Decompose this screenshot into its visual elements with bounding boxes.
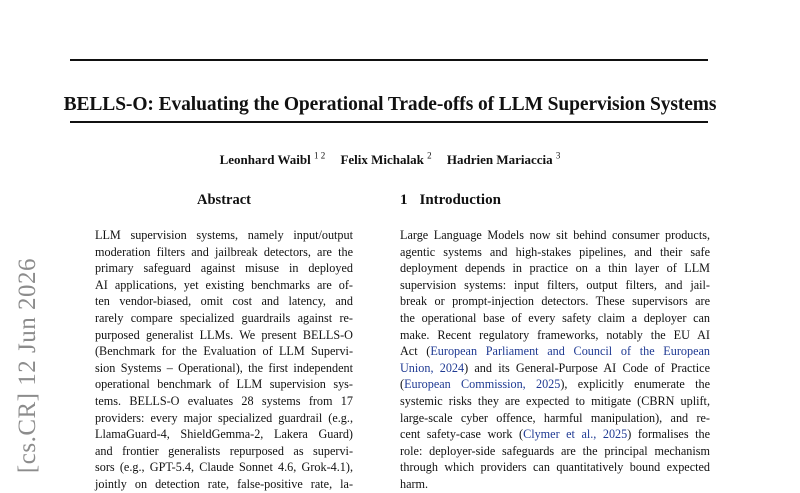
abstract-column — [95, 190, 353, 493]
intro-line — [400, 260, 710, 277]
author-1 — [220, 152, 326, 167]
intro-line — [400, 310, 710, 327]
paper-title: BELLS-O: Evaluating the Operational Trade-offs of LLM Supervision Systems — [63, 94, 717, 116]
author-name: Felix Michalak — [340, 152, 424, 168]
abstract-heading: Abstract — [197, 192, 251, 208]
intro-line — [400, 376, 710, 393]
intro-line — [400, 244, 710, 261]
citation-link[interactable]: Clymer et al., 2025 — [523, 427, 628, 442]
intro-text: make. Recent regulatory frameworks, notably the EU AI — [400, 327, 710, 342]
intro-text: Large Language Models now sit behind consumer products, — [400, 228, 710, 242]
abstract-line: sors (e.g., GPT-5.4, Claude Sonnet 4.6, Grok-4.1), — [95, 460, 353, 475]
intro-text: large-scale cyber offence, harmful manipulation), and re- — [400, 410, 710, 425]
citation-link[interactable]: European Commission, 2025 — [404, 377, 561, 392]
introduction-column — [400, 190, 710, 493]
abstract-line: (Benchmark for the Evaluation of LLM Supervi- — [95, 344, 353, 359]
abstract-line: ten vendor-biased, omit cost and latency, and — [95, 294, 353, 309]
abstract-line: moderation filters and jailbreak detectors, are the — [95, 244, 353, 259]
abstract-line: LlamaGuard-4, ShieldGemma-2, Lakera Guard) — [95, 427, 353, 442]
abstract-line: tems. BELLS-O evaluates 28 systems from 17 — [95, 393, 353, 408]
arxiv-stamp — [14, 258, 50, 478]
author-affiliation: 1 2 — [313, 151, 326, 161]
intro-text: deployment depends in practice on a thin layer of LLM — [400, 261, 710, 276]
citation-link[interactable]: Union, 2024 — [400, 360, 465, 375]
intro-line — [400, 410, 710, 427]
intro-text: cent safety-case work ( — [400, 427, 524, 442]
intro-line — [400, 360, 710, 377]
author-affiliation: 2 — [427, 151, 432, 161]
abstract-line: and frontier generalists repurposed as supervi- — [95, 443, 353, 458]
citation-link[interactable]: European Parliament and Council of the European — [430, 344, 710, 359]
section-number: 1 — [400, 192, 408, 208]
abstract-line: rarely compare specialized guardrails against re- — [95, 310, 353, 325]
intro-line — [400, 277, 710, 294]
intro-text: supervision systems: input filters, output filters, and jail- — [400, 277, 710, 292]
author-3 — [447, 152, 561, 167]
intro-line — [400, 327, 710, 344]
intro-text: ) formalises the — [627, 427, 710, 442]
intro-line — [400, 476, 710, 493]
intro-line — [400, 459, 710, 476]
intro-line — [400, 227, 710, 244]
intro-line — [400, 343, 710, 360]
intro-text: the operational base of every safety claim a deployer can — [400, 310, 710, 325]
abstract-line: primary safeguard against misuse in deployed — [95, 261, 353, 276]
author-list — [100, 151, 680, 168]
section-title: Introduction — [419, 192, 501, 208]
abstract-line: providers: every major specialized guardrail (e.g., — [95, 410, 353, 425]
introduction-body — [400, 227, 710, 493]
abstract-line: jointly on detection rate, false-positive rate, la- — [95, 476, 353, 491]
author-affiliation: 3 — [555, 151, 561, 161]
abstract-line: LLM supervision systems, namely input/output — [95, 228, 353, 242]
intro-text: agentic systems and high-stakes pipelines, and their safe — [400, 244, 710, 259]
intro-text: role: deployer-side safeguards are the principal mechanism — [400, 443, 710, 458]
abstract-line: AI applications, yet existing benchmarks are of- — [95, 277, 353, 292]
intro-text: ), explicitly enumerate the — [560, 377, 710, 392]
abstract-line: sion Systems – Operational), the first independent — [95, 360, 353, 375]
intro-text: break or prompt-injection detectors. These supervisors are — [400, 294, 710, 309]
author-name: Hadrien Mariaccia — [446, 152, 553, 168]
section-heading — [400, 192, 710, 209]
author-name: Leonhard Waibl — [219, 152, 311, 168]
abstract-line: operational benchmark of LLM supervision sys- — [95, 377, 353, 392]
author-2 — [340, 152, 431, 167]
intro-text: harm. — [400, 476, 429, 491]
intro-text: ) and its General-Purpose AI Code of Practice — [464, 360, 710, 375]
bottom-rule — [70, 121, 708, 123]
intro-line — [400, 443, 710, 460]
arxiv-stamp-text: [cs.CR] 12 Jun 2026 — [14, 258, 41, 474]
intro-text: ( — [400, 377, 405, 392]
intro-text: Act ( — [400, 344, 431, 359]
top-rule — [70, 59, 708, 61]
intro-line — [400, 293, 710, 310]
intro-text: through which providers can quantitatively bound expected — [400, 460, 710, 475]
abstract-body — [95, 227, 353, 493]
intro-line — [400, 426, 710, 443]
intro-line — [400, 393, 710, 410]
abstract-line: purposed generalist LLMs. We present BELLS-O — [95, 327, 353, 342]
intro-text: systemic risks they are expected to mitigate (CBRN uplift, — [400, 393, 710, 408]
